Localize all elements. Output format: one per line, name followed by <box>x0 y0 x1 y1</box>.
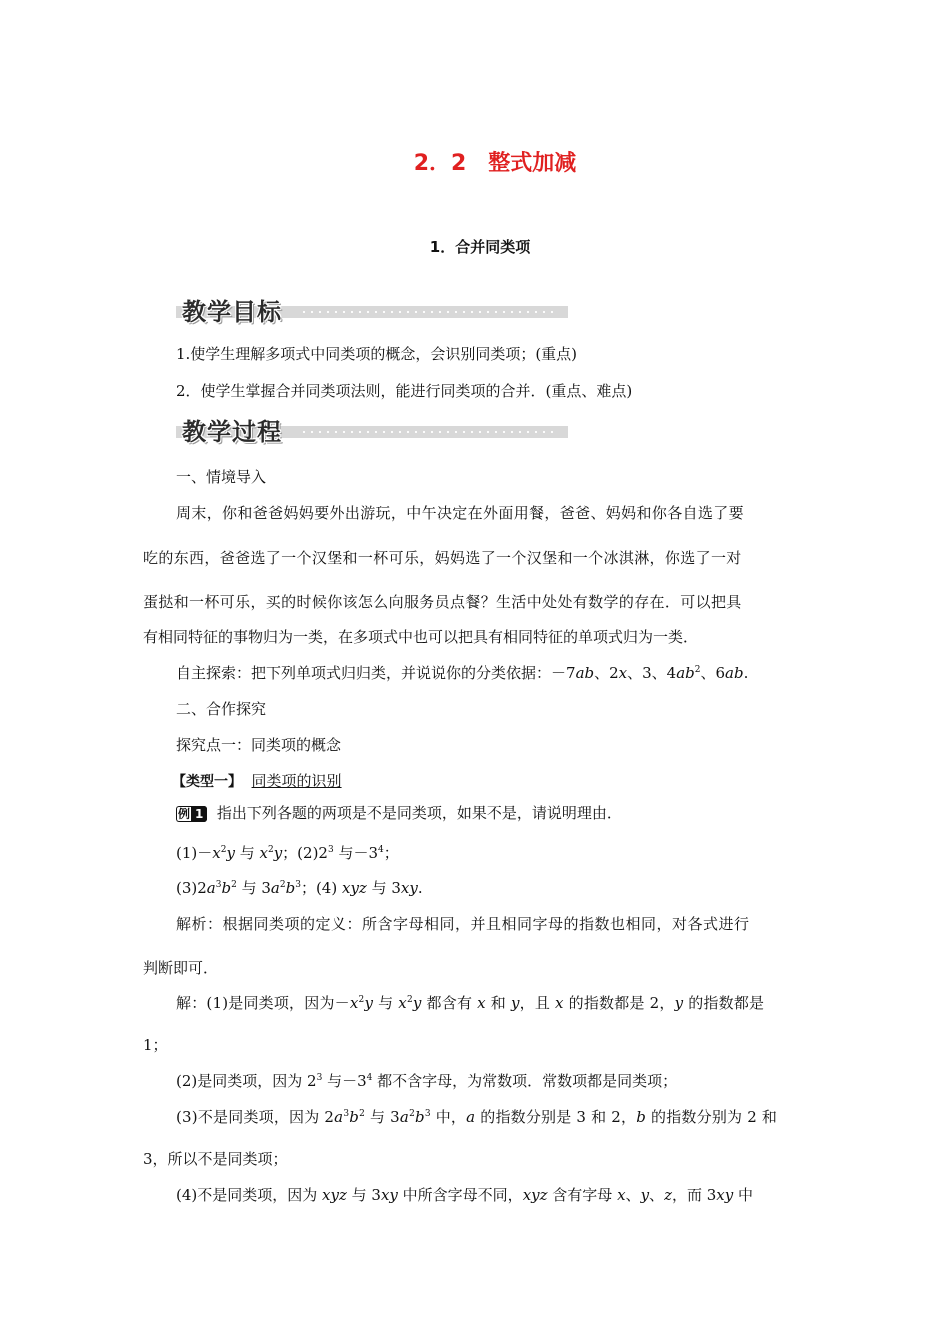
explore-prefix: 自主探索：把下列单项式归归类，并说说你的分类依据： <box>176 664 552 682</box>
solution-1: 解：(1)是同类项，因为$-x^2y$ 与 $x^2y$ 都含有 x 和 y，且 x 的指数都是 2，y 的指数都是 <box>176 994 765 1012</box>
section-header-process <box>176 412 568 448</box>
section-header-process-label: 教学过程 <box>182 418 282 446</box>
type-line <box>172 770 342 791</box>
solution-3: (3)不是同类项，因为 $2a^3b^2$ 与 $3a^2b^3$ 中，a 的指数分别是 3 和 2，b 的指数分别为 2 和 <box>176 1108 778 1126</box>
explore-line: 自主探索：把下列单项式归归类，并说说你的分类依据：－7ab、2x、3、$4ab^2$、6ab. <box>176 664 749 682</box>
goal-1: 1.使学生理解多项式中同类项的概念，会识别同类项；(重点) <box>176 345 578 363</box>
question-3-4: $(3)2a^3b^2$ 与 $3a^2b^3$；(4) xyz 与 3xy. <box>176 879 423 897</box>
question-1-2: $(1)-x^2y$ 与 $x^2y$；$(2)2^3$ 与$-3^4$； <box>176 844 399 862</box>
analysis-line-2: 判断即可． <box>143 959 219 977</box>
page-title: 2．2 整式加减 <box>413 151 577 176</box>
goal-2: 2．使学生掌握合并同类项法则，能进行同类项的合并．(重点、难点) <box>176 382 633 400</box>
intro-line-1: 周末，你和爸爸妈妈要外出游玩，中午决定在外面用餐，爸爸、妈妈和你各自选了要 <box>176 504 744 522</box>
solution-2: (2)是同类项，因为 $2^3$ 与$-3^4$ 都不含字母，为常数项．常数项都是同类项； <box>176 1072 678 1090</box>
part2-heading: 二、合作探究 <box>176 700 267 718</box>
intro-line-3: 蛋挞和一杯可乐，买的时候你该怎么向服务员点餐？生活中处处有数学的存在．可以把具 <box>143 593 742 611</box>
intro-line-4: 有相同特征的事物归为一类，在多项式中也可以把具有相同特征的单项式归为一类． <box>143 628 699 646</box>
example-line <box>176 802 622 823</box>
solution-4: (4)不是同类项，因为 xyz 与 3xy 中所含字母不同，xyz 含有字母 x、y、z，而 3xy 中 <box>176 1186 753 1204</box>
section-subtitle: 1．合并同类项 <box>429 238 531 256</box>
point1-heading: 探究点一：同类项的概念 <box>176 736 342 754</box>
section-header-goals <box>176 292 568 328</box>
type-title: 同类项的识别 <box>251 772 342 790</box>
type-tag: 【类型一】 <box>172 774 242 790</box>
example-text: 指出下列各题的两项是不是同类项，如果不是，请说明理由． <box>216 804 622 822</box>
section-header-goals-label: 教学目标 <box>182 298 282 326</box>
analysis-line-1: 解析：根据同类项的定义：所含字母相同，并且相同字母的指数也相同，对各式进行 <box>176 915 750 933</box>
solution-3-tail: 3，所以不是同类项； <box>143 1150 288 1168</box>
intro-line-2: 吃的东西，爸爸选了一个汉堡和一杯可乐，妈妈选了一个汉堡和一个冰淇淋，你选了一对 <box>143 549 742 567</box>
example-badge: 例 1 <box>176 806 207 822</box>
part1-heading: 一、情境导入 <box>176 468 267 486</box>
solution-1-tail: 1； <box>143 1036 168 1054</box>
